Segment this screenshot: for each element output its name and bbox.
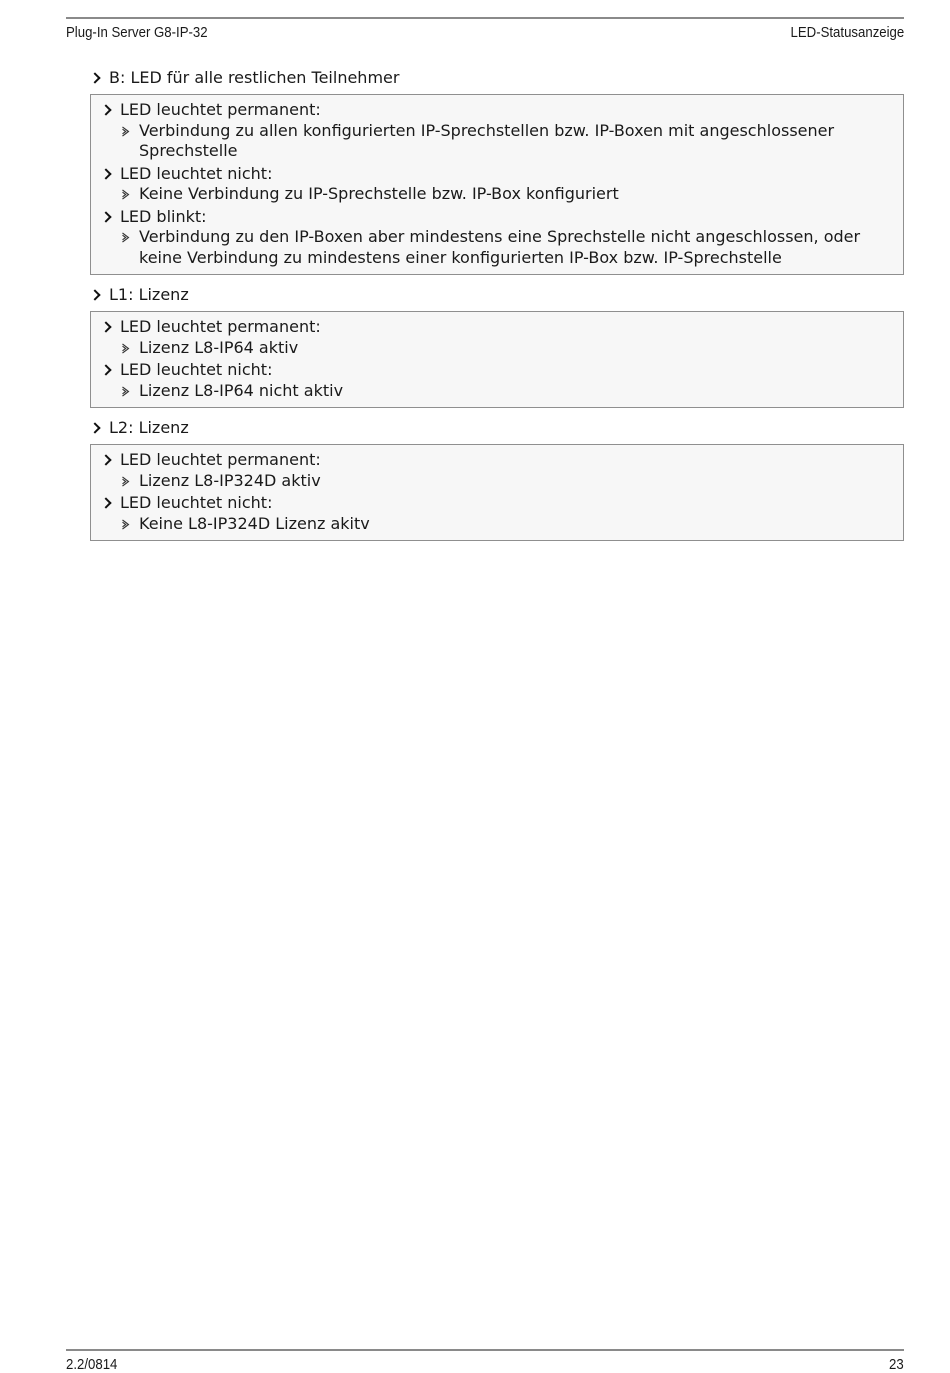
led-state-label: LED leuchtet permanent: — [120, 450, 321, 469]
hollow-arrow-icon — [121, 343, 130, 354]
page-content — [90, 68, 904, 551]
led-state-label: LED leuchtet nicht: — [120, 163, 273, 183]
led-section — [90, 418, 904, 541]
hollow-arrow-icon — [121, 126, 130, 137]
section-title-text: B: LED für alle restlichen Teilnehmer — [109, 68, 400, 87]
led-state-detail — [101, 338, 893, 359]
footer-rule — [66, 1349, 904, 1351]
led-state-item — [101, 100, 893, 121]
led-status-box — [90, 444, 904, 541]
hollow-arrow-icon — [121, 189, 130, 200]
section-title-text: L2: Lizenz — [109, 418, 189, 437]
chevron-right-icon — [100, 168, 111, 179]
chevron-right-icon — [89, 422, 100, 433]
chevron-right-icon — [89, 289, 100, 300]
hollow-arrow-icon — [121, 232, 130, 243]
hollow-arrow-icon — [121, 476, 130, 487]
chevron-right-icon — [100, 497, 111, 508]
led-state-detail — [101, 121, 893, 162]
led-state-item — [101, 360, 893, 381]
led-section — [90, 285, 904, 408]
led-state-detail — [101, 184, 893, 205]
footer-page-number: 23 — [889, 1356, 904, 1373]
led-state-item — [101, 493, 893, 514]
led-state-detail — [101, 471, 893, 492]
led-state-item — [101, 450, 893, 471]
led-status-box — [90, 94, 904, 275]
header-chapter-title: LED-Statusanzeige — [790, 24, 904, 41]
led-state-detail — [101, 227, 893, 268]
led-state-detail-text: Verbindung zu allen konfigurierten IP-Sprechstellen bzw. IP-Boxen mit angeschlossener Sprechstelle — [139, 120, 835, 160]
led-state-label: LED leuchtet permanent: — [120, 100, 321, 119]
chevron-right-icon — [100, 104, 111, 115]
led-status-box — [90, 311, 904, 408]
led-state-detail — [101, 381, 893, 402]
section-title — [90, 418, 904, 438]
led-state-detail-text: Keine L8-IP324D Lizenz akitv — [139, 513, 370, 533]
led-state-detail-text: Lizenz L8-IP64 nicht aktiv — [139, 380, 344, 400]
led-state-label: LED leuchtet nicht: — [120, 360, 273, 379]
led-section — [90, 68, 904, 275]
led-state-item — [101, 164, 893, 185]
chevron-right-icon — [100, 454, 111, 465]
chevron-right-icon — [100, 364, 111, 375]
led-state-item — [101, 317, 893, 338]
led-state-item — [101, 207, 893, 228]
chevron-right-icon — [100, 321, 111, 332]
led-state-label: LED leuchtet permanent: — [120, 317, 321, 336]
led-state-detail-text: Keine Verbindung zu IP-Sprechstelle bzw. IP-Box konfiguriert — [139, 184, 619, 203]
hollow-arrow-icon — [121, 519, 130, 530]
hollow-arrow-icon — [121, 386, 130, 397]
section-title — [90, 285, 904, 305]
section-title-text: L1: Lizenz — [109, 285, 189, 304]
led-state-detail-text: Verbindung zu den IP-Boxen aber mindestens eine Sprechstelle nicht angeschlossen, oder keine Verbindung zu mindestens einer konfigurierten IP-Box bzw. IP-Sprechstelle — [139, 227, 861, 267]
section-title — [90, 68, 904, 88]
led-state-detail — [101, 514, 893, 535]
led-state-detail-text: Lizenz L8-IP324D aktiv — [139, 470, 321, 490]
led-state-label: LED blinkt: — [120, 206, 207, 226]
footer-version: 2.2/0814 — [66, 1356, 118, 1373]
header-rule — [66, 17, 904, 19]
header-document-title: Plug-In Server G8-IP-32 — [66, 24, 208, 41]
chevron-right-icon — [89, 72, 100, 83]
led-state-label: LED leuchtet nicht: — [120, 493, 273, 512]
led-state-detail-text: Lizenz L8-IP64 aktiv — [139, 337, 299, 357]
chevron-right-icon — [100, 211, 111, 222]
